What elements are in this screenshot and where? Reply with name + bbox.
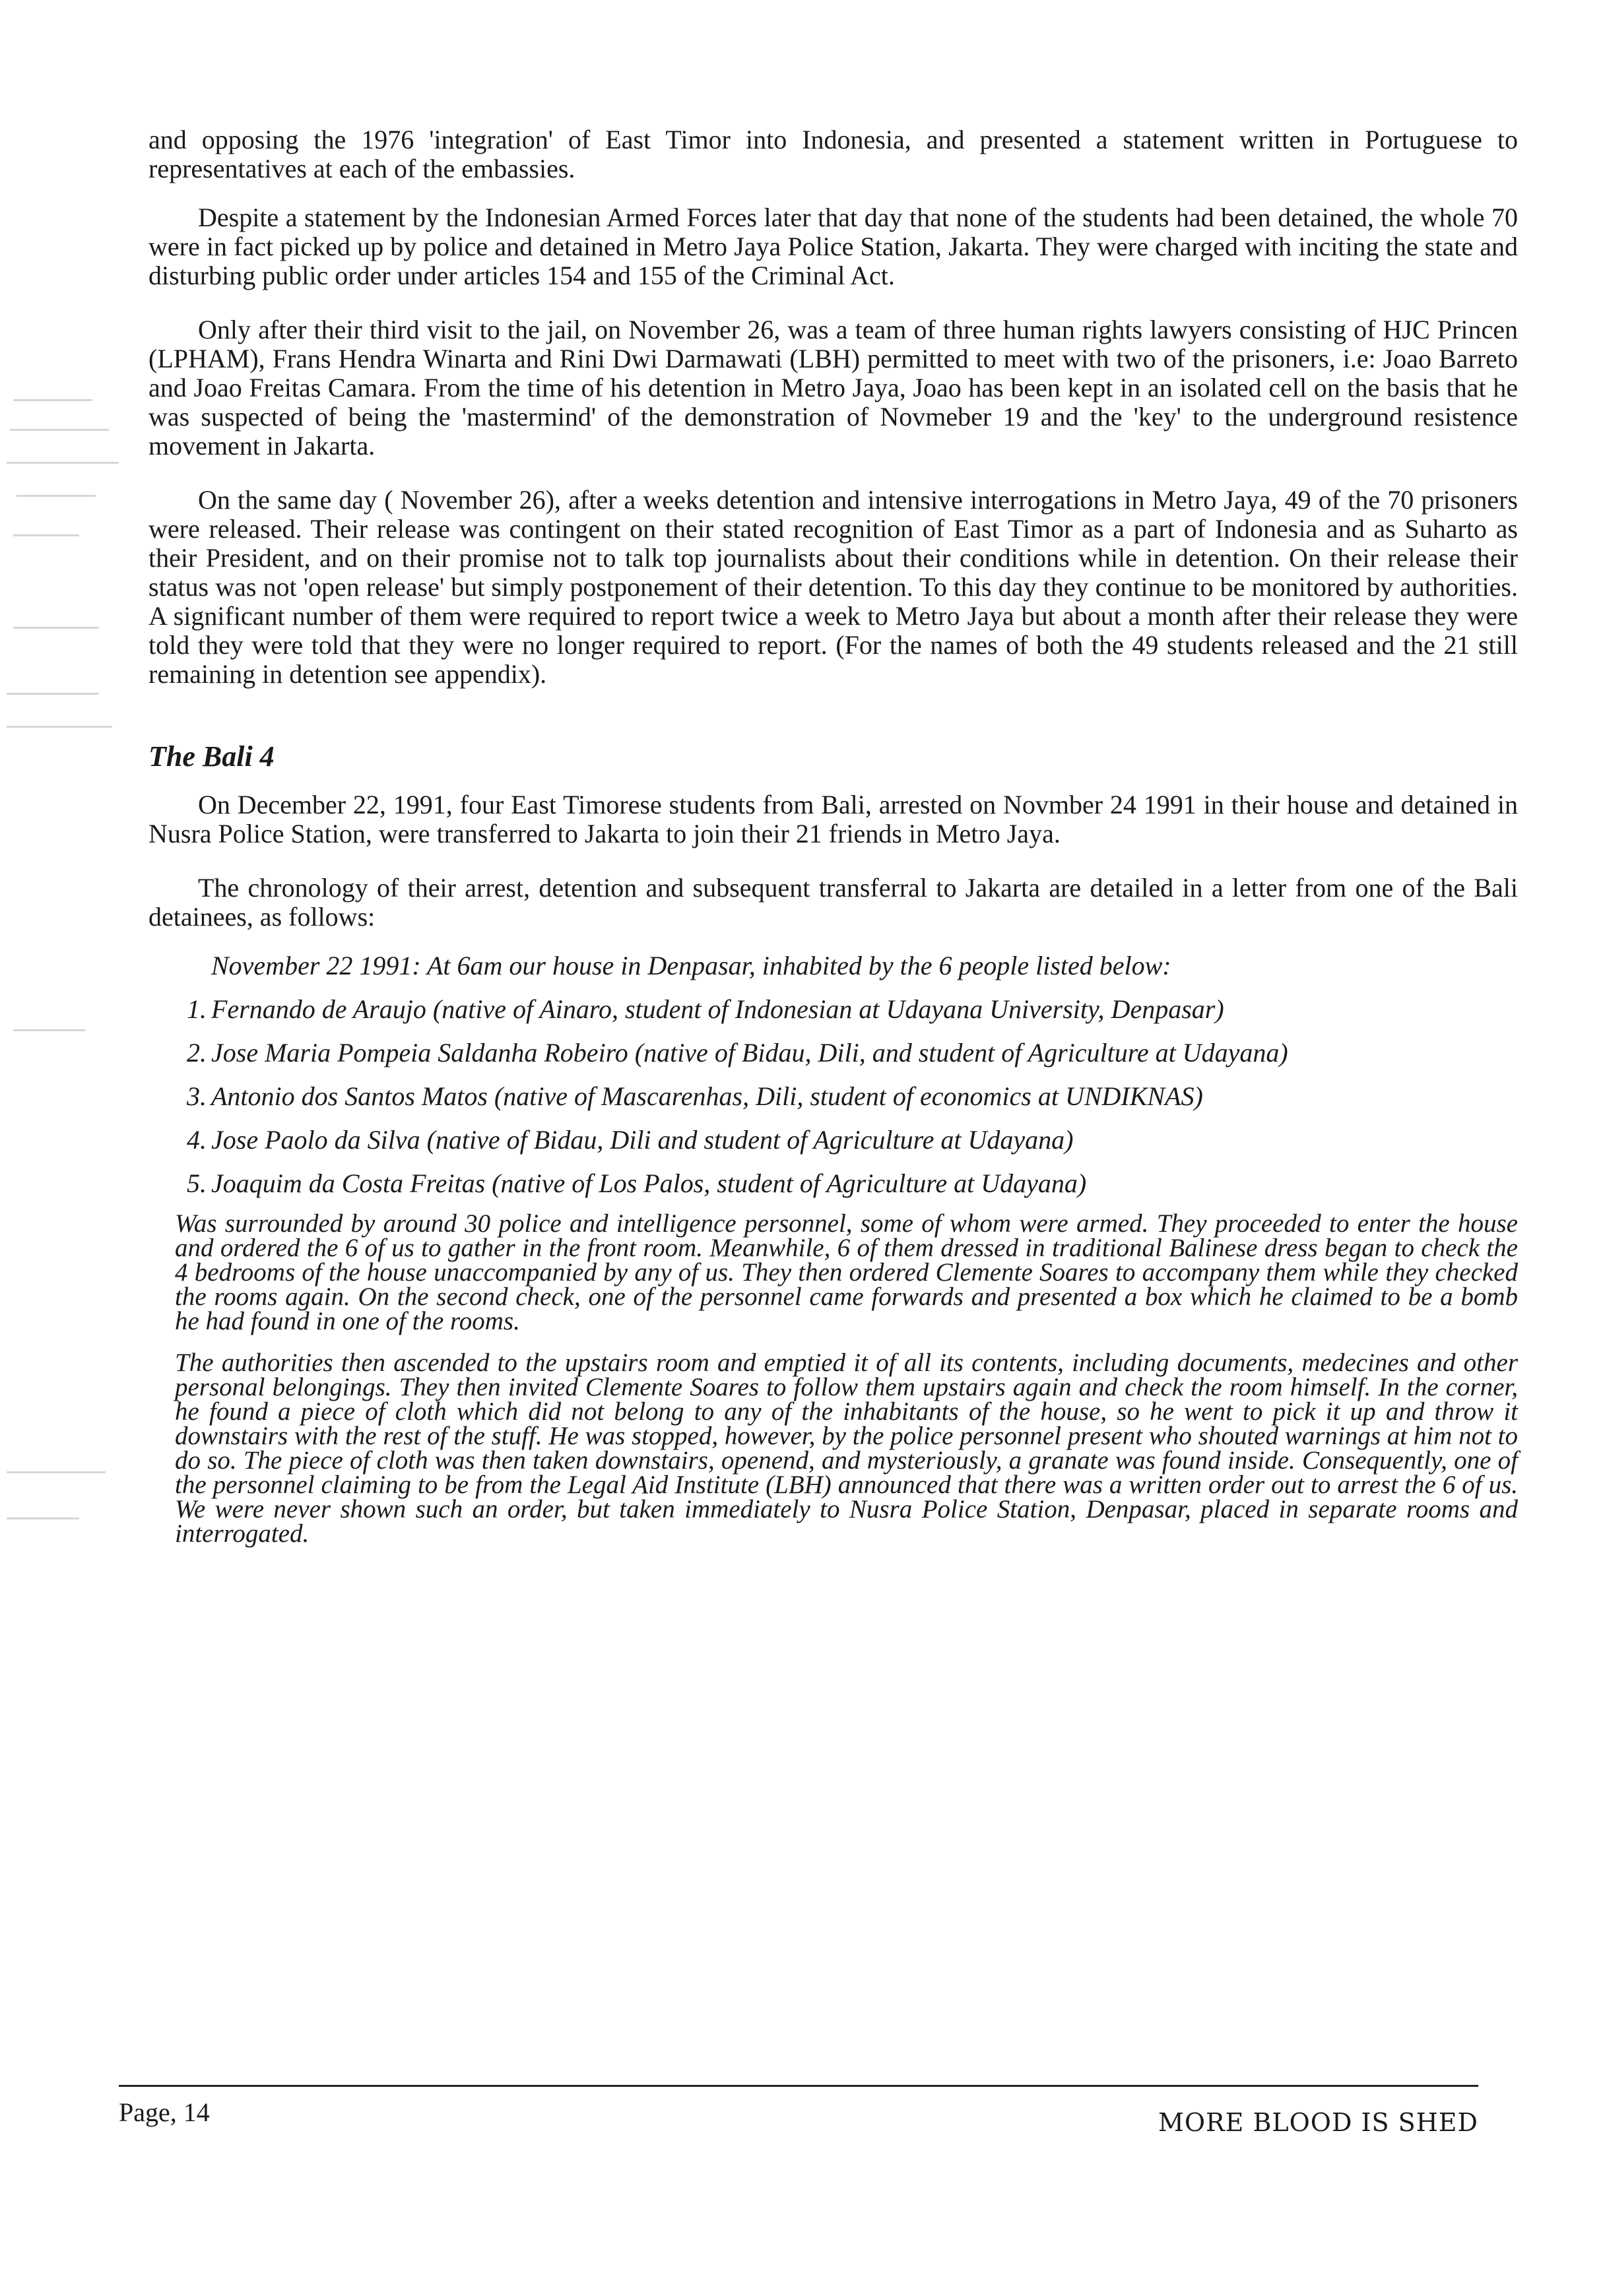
paragraph-lawyers: Only after their third visit to the jail, on November 26, was a team of three human rights lawyers consisting of HJC Princen (LPHAM), Frans Hendra Winarta and Rini Dwi Darmawati (LBH) permitted to meet with two of the prisoners, i.e: Joao Barreto and Joao Freitas Camara. From the time of his detention in Metro Jaya, Joao has been kept in an isolated cell on the basis that he was suspected of being the 'mastermind' of the demonstration of Novmeber 19 and the 'key' to the underground resistence movement in Jakarta. xyxy=(148,315,1518,461)
paragraph-bali-transfer: On December 22, 1991, four East Timorese students from Bali, arrested on Novmber 24 1991 in their house and detained in Nusra Police Station, were transferred to Jakarta to join their 21 friends in Metro Jaya. xyxy=(148,790,1518,848)
people-list xyxy=(148,995,1518,1198)
section-heading: The Bali 4 xyxy=(148,740,275,773)
margin-scan-marks xyxy=(0,0,132,2296)
list-item: 1. Fernando de Araujo (native of Ainaro, student of Indonesian at Udayana University, Denpasar) xyxy=(187,994,1224,1024)
list-item: 5. Joaquim da Costa Freitas (native of Los Palos, student of Agriculture at Udayana) xyxy=(187,1168,1087,1198)
list-item: 3. Antonio dos Santos Matos (native of Mascarenhas, Dili, student of economics at UNDIKNAS) xyxy=(187,1081,1203,1111)
running-title: MORE BLOOD IS SHED xyxy=(1158,2108,1478,2137)
list-item: 2. Jose Maria Pompeia Saldanha Robeiro (native of Bidau, Dili, and student of Agriculture at Udayana) xyxy=(187,1038,1288,1068)
letter-quote-surrounded: Was surrounded by around 30 police and intelligence personnel, some of whom were armed. They proceeded to enter the house and ordered the 6 of us to gather in the front room. Meanwhile, 6 of them dressed in traditional Balinese dress began to check the 4 bedrooms of the house unaccompanied by any of us. They then ordered Clemente Soares to accompany them while they checked the rooms again. On the second check, one of the personnel came forwards and presented a box which he claimed to be a bomb he had found in one of the rooms. xyxy=(175,1209,1518,1335)
letter-date-line: November 22 1991: At 6am our house in Denpasar, inhabited by the 6 people listed below: xyxy=(211,951,1171,980)
list-item: 4. Jose Paolo da Silva (native of Bidau, Dili and student of Agriculture at Udayana) xyxy=(187,1125,1074,1155)
paragraph-detention: Despite a statement by the Indonesian Armed Forces later that day that none of the students had been detained, the whole 70 were in fact picked up by police and detained in Metro Jaya Police Station, Jakarta. They were charged with inciting the state and disturbing public order under articles 154 and 155 of the Criminal Act. xyxy=(148,203,1518,290)
paragraph-release: On the same day ( November 26), after a weeks detention and intensive interrogations in Metro Jaya, 49 of the 70 prisoners were released. Their release was contingent on their stated recognition of East Timor as a part of Indonesia and as Suharto as their President, and on their promise not to talk top journalists about their conditions while in detention. On their release their status was not 'open release' but simply postponement of their detention. To this day they continue to be monitored by authorities. A significant number of them were required to report twice a week to Metro Jaya but about a month after their release they were told they were told that they were no longer required to report. (For the names of both the 49 students released and the 21 still remaining in detention see appendix). xyxy=(148,485,1518,689)
letter-quote-upstairs: The authorities then ascended to the upstairs room and emptied it of all its contents, including documents, medecines and other personal belongings. They then invited Clemente Soares to follow them upstairs again and check the room himself. In the corner, he found a piece of cloth which did not belong to any of the inhabitants of the house, so he went to pick it up and throw it downstairs with the rest of the stuff. He was stopped, however, by the police personnel present who shouted warnings at him not to do so. The piece of cloth was then taken downstairs, openend, and mysteriously, a granate was found inside. Consequently, one of the personnel claiming to be from the Legal Aid Institute (LBH) announced that there was a written order out to arrest the 6 of us. We were never shown such an order, but taken immediately to Nusra Police Station, Denpasar, placed in separate rooms and interrogated. xyxy=(175,1349,1518,1548)
paragraph-embassies: and opposing the 1976 'integration' of East Timor into Indonesia, and presented a statement written in Portuguese to representatives at each of the embassies. xyxy=(148,125,1518,183)
document-page xyxy=(148,125,1518,1546)
page-number: Page, 14 xyxy=(119,2097,210,2127)
paragraph-chronology: The chronology of their arrest, detention and subsequent transferral to Jakarta are detailed in a letter from one of the Bali detainees, as follows: xyxy=(148,873,1518,932)
footer-divider xyxy=(119,2085,1478,2087)
